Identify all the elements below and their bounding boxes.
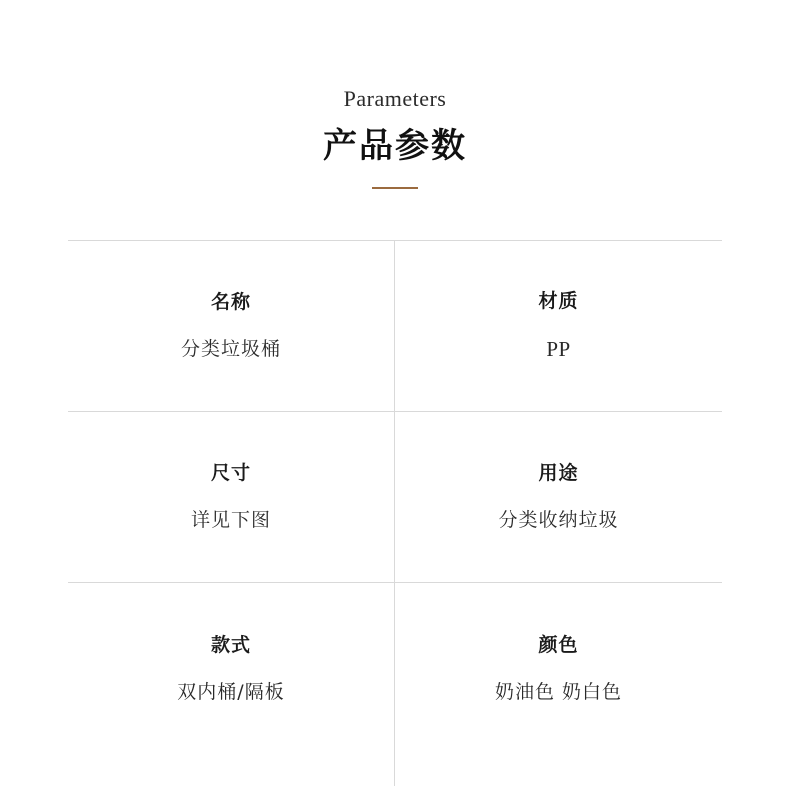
parameter-value: 双内桶/隔板 xyxy=(177,680,285,703)
title-divider xyxy=(372,187,418,189)
table-row xyxy=(68,583,722,754)
table-row xyxy=(68,241,722,412)
page-header xyxy=(0,0,790,189)
parameter-value: 详见下图 xyxy=(190,509,271,531)
parameter-value: 奶油色 奶白色 xyxy=(494,680,623,703)
page-title-chinese: 产品参数 xyxy=(323,126,467,166)
parameter-label: 尺寸 xyxy=(210,462,251,485)
parameter-value: 分类垃圾桶 xyxy=(180,338,281,360)
parameter-cell-name xyxy=(68,241,395,411)
table-center-divider-extension xyxy=(394,753,395,786)
parameter-value: PP xyxy=(546,336,571,361)
parameter-label: 名称 xyxy=(210,291,251,314)
parameter-label: 款式 xyxy=(210,633,251,656)
parameter-cell-color xyxy=(395,583,722,754)
parameter-cell-style xyxy=(68,583,395,754)
parameter-value: 分类收纳垃圾 xyxy=(498,509,619,531)
parameter-cell-usage xyxy=(395,412,722,582)
parameter-label: 颜色 xyxy=(538,633,579,656)
parameter-cell-material xyxy=(395,241,722,411)
parameters-table xyxy=(68,240,722,754)
parameter-label: 材质 xyxy=(538,290,579,312)
parameter-cell-size xyxy=(68,412,395,582)
table-row xyxy=(68,412,722,583)
parameter-label: 用途 xyxy=(538,462,579,485)
page-title-english: Parameters xyxy=(343,86,447,111)
